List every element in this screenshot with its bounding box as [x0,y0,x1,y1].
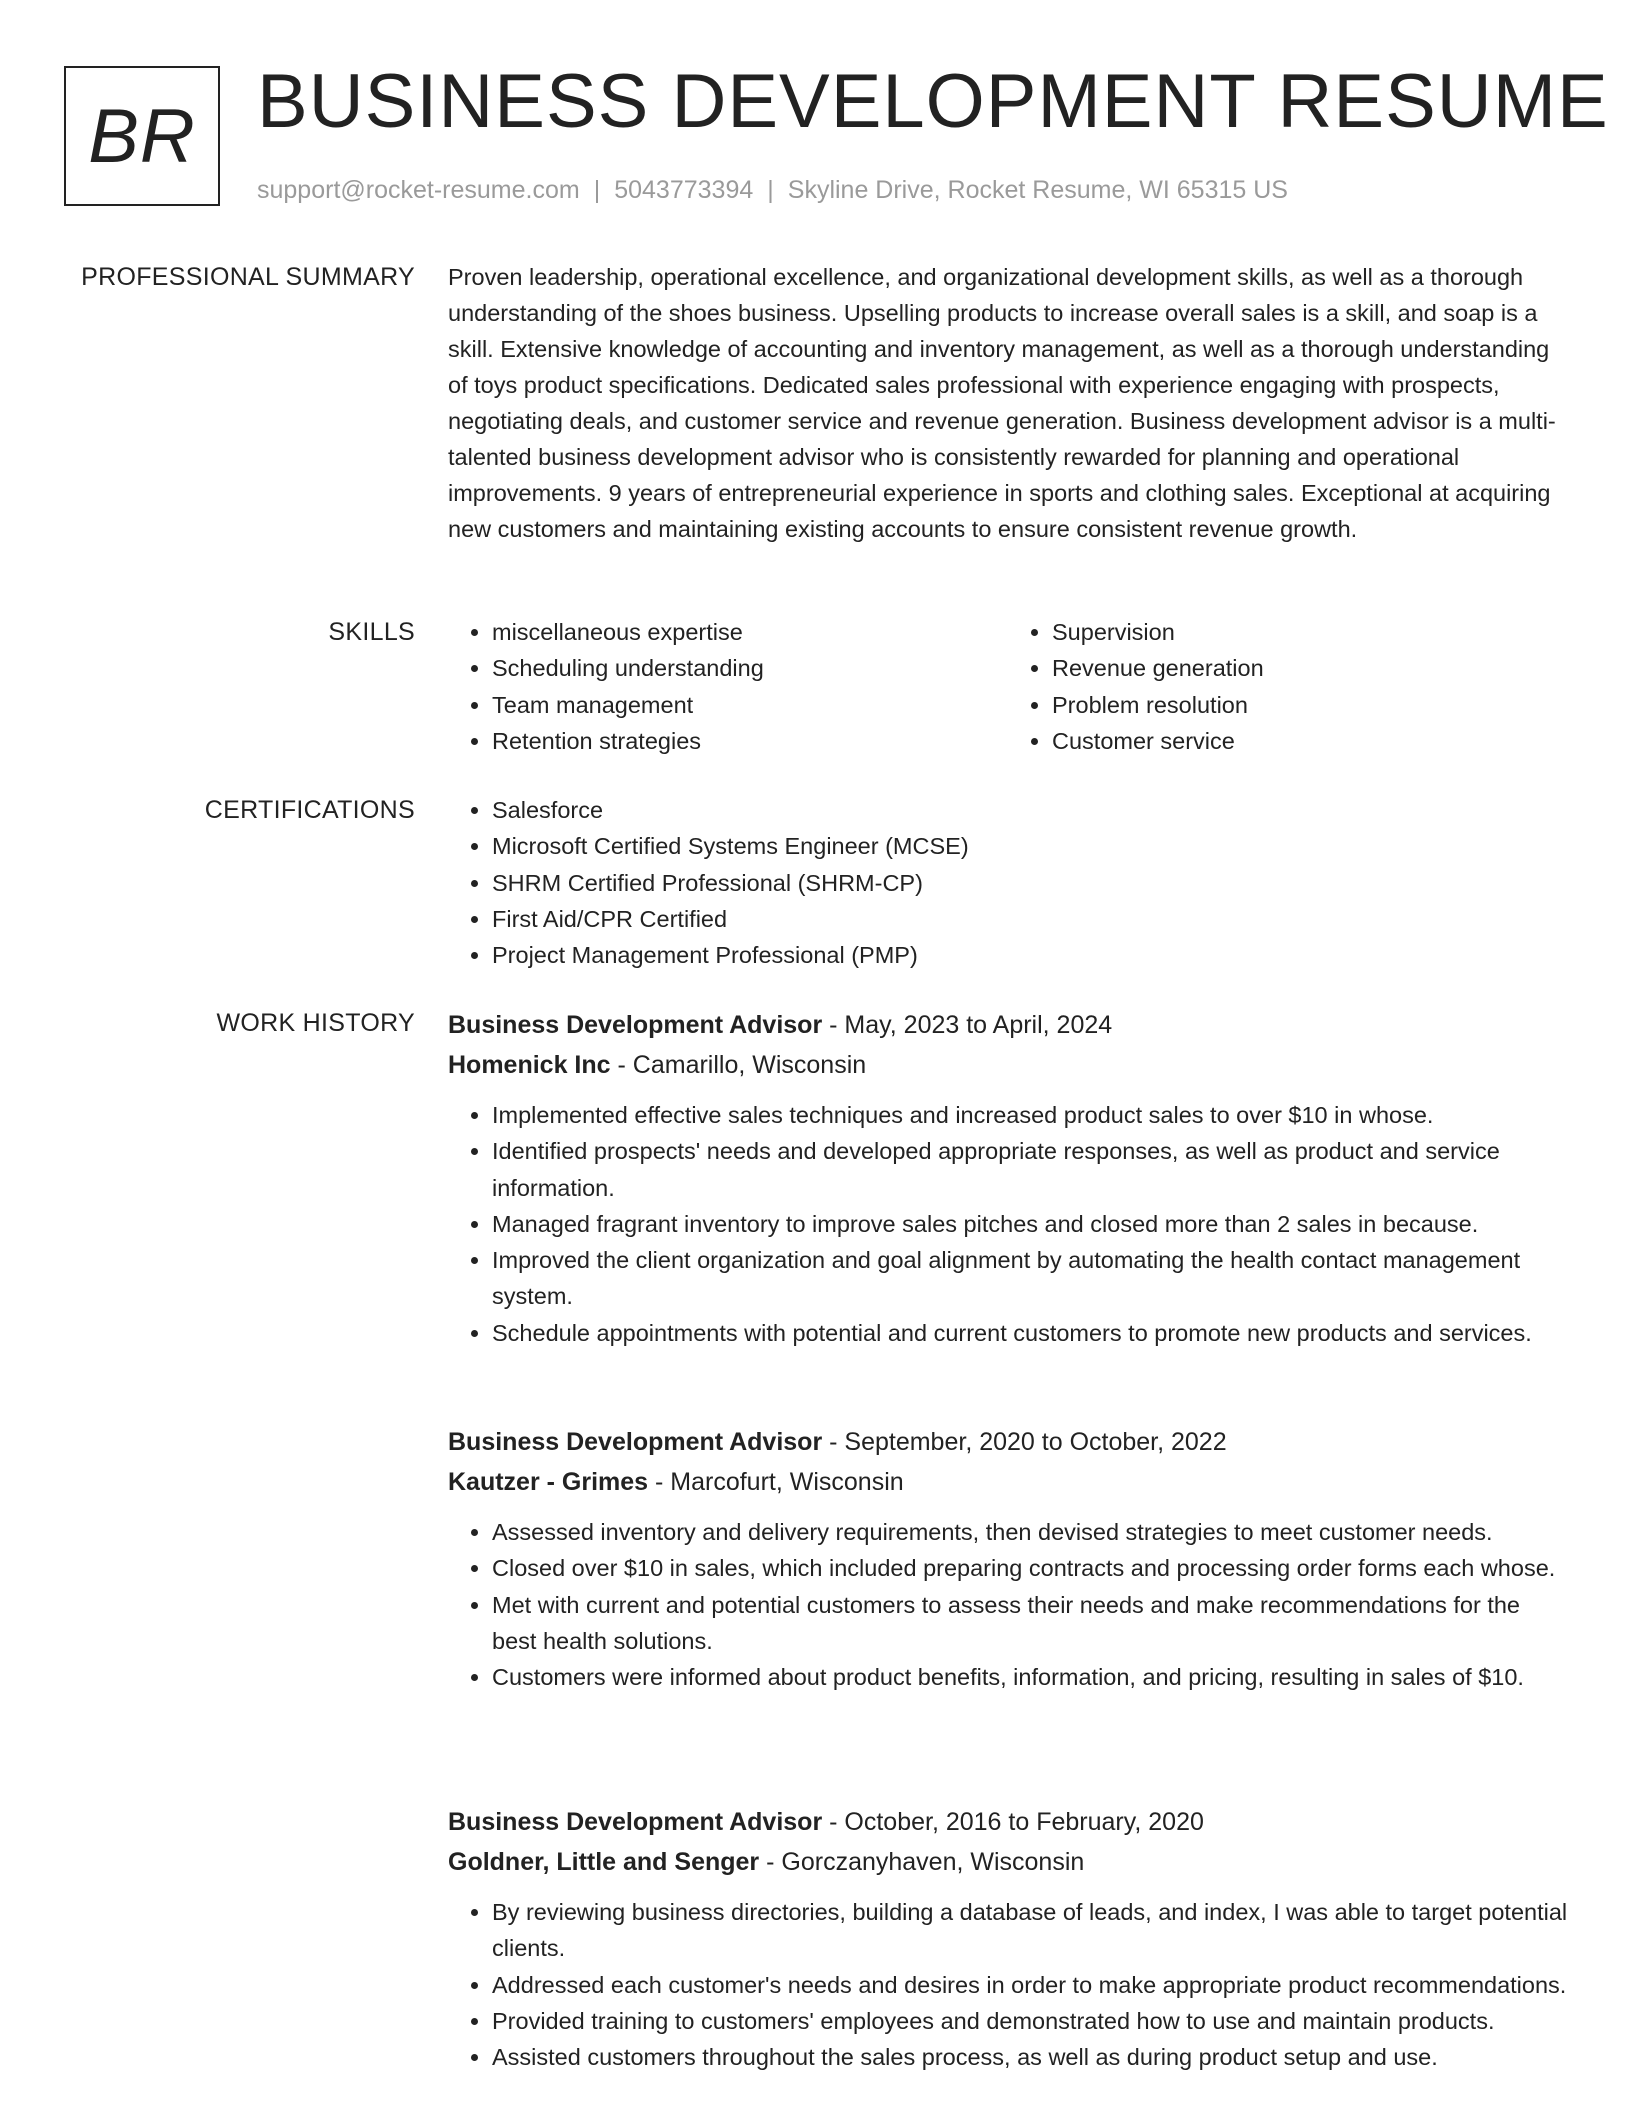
job-company-line [448,1842,1568,1882]
list-item: • Schedule appointments with potential and current customers to promote new products and services. [492,1315,1568,1351]
section-label-summary: PROFESSIONAL SUMMARY [81,263,415,291]
list-item: • Provided training to customers' employees and demonstrated how to use and maintain products. [492,2003,1568,2039]
list-item: • Assisted customers throughout the sales process, as well as during product setup and use. [492,2039,1568,2075]
list-item: • Project Management Professional (PMP) [492,937,1568,973]
section-label-certifications: CERTIFICATIONS [204,796,415,824]
list-item: • First Aid/CPR Certified [492,901,1568,937]
contact-phone[interactable]: 5043773394 [614,176,754,204]
job-company: Goldner, Little and Senger [448,1848,760,1876]
summary-content [448,259,1568,547]
section-label-skills: SKILLS [328,618,415,646]
contact-email[interactable]: support@rocket-resume.com [257,176,580,204]
list-item: • miscellaneous expertise [492,614,1008,650]
list-item: • Identified prospects' needs and developed appropriate responses, as well as product and service information. [492,1133,1568,1206]
job-entry [448,1802,1568,2075]
contact-separator: | [593,176,601,204]
job-location: - Gorczanyhaven, Wisconsin [759,1848,1085,1876]
contact-separator: | [767,176,774,204]
section-label-work-history: WORK HISTORY [216,1009,415,1037]
list-item: • Microsoft Certified Systems Engineer (MCSE) [492,828,1568,864]
monogram-logo: BR [64,66,220,206]
list-item: • Scheduling understanding [492,650,1008,686]
list-item: • SHRM Certified Professional (SHRM-CP) [492,865,1568,901]
skills-list-right [1008,614,1568,759]
list-item: • Customers were informed about product benefits, information, and pricing, resulting in sales of $10. [492,1659,1568,1695]
page-title: BUSINESS DEVELOPMENT RESUME [257,59,1609,144]
job-title-line [448,1802,1568,1842]
job-title: Business Development Advisor [448,1428,823,1456]
job-dates: - May, 2023 to April, 2024 [822,1011,1113,1039]
skills-list-left [448,614,1008,759]
job-dates: - October, 2016 to February, 2020 [822,1808,1204,1836]
list-item: • Salesforce [492,792,1568,828]
job-title-line [448,1422,1568,1462]
job-company-line [448,1045,1568,1085]
list-item: • Met with current and potential customers to assess their needs and make recommendations for the best health solutions. [492,1587,1568,1660]
skills-content [448,614,1568,759]
job-entry [448,1422,1568,1695]
job-company: Kautzer - Grimes [448,1468,649,1496]
job-location: - Camarillo, Wisconsin [610,1051,867,1079]
list-item: • Implemented effective sales techniques and increased product sales to over $10 in whose. [492,1097,1568,1133]
certifications-list [448,792,1568,973]
job-title: Business Development Advisor [448,1011,823,1039]
job-company-line [448,1462,1568,1502]
list-item: • Assessed inventory and delivery requirements, then devised strategies to meet customer needs. [492,1514,1568,1550]
job-bullets [448,1894,1568,2075]
certifications-content [448,792,1568,973]
job-location: - Marcofurt, Wisconsin [648,1468,904,1496]
contact-address: Skyline Drive, Rocket Resume, WI 65315 US [787,176,1288,204]
list-item: • Closed over $10 in sales, which included preparing contracts and processing order forms each whose. [492,1550,1568,1586]
job-title: Business Development Advisor [448,1808,823,1836]
list-item: • Managed fragrant inventory to improve sales pitches and closed more than 2 sales in because. [492,1206,1568,1242]
job-bullets [448,1097,1568,1351]
list-item: • Problem resolution [1052,687,1568,723]
list-item: • By reviewing business directories, building a database of leads, and index, I was able to target potential clients. [492,1894,1568,1967]
list-item: • Addressed each customer's needs and desires in order to make appropriate product recommendations. [492,1967,1568,2003]
list-item: • Retention strategies [492,723,1008,759]
list-item: • Improved the client organization and goal alignment by automating the health contact management system. [492,1242,1568,1315]
list-item: • Supervision [1052,614,1568,650]
job-title-line [448,1005,1568,1045]
job-company: Homenick Inc [448,1051,611,1079]
summary-text: Proven leadership, operational excellence, and organizational development skills, as well as a thorough understanding of the shoes business. Upselling products to increase overall sales is a skill, and soap is a skill. Extensive knowledge of accounting and inventory management, as well as a thorough understanding of toys product specifications. Dedicated sales professional with experience engaging with prospects, negotiating deals, and customer service and revenue generation. Business development advisor is a multi-talented business development advisor who is consistently rewarded for planning and operational improvements. 9 years of entrepreneurial experience in sports and clothing sales. Exceptional at acquiring new customers and maintaining existing accounts to ensure consistent revenue growth. [448,264,1556,542]
job-entry [448,1005,1568,1351]
contact-line [257,174,1288,206]
list-item: • Team management [492,687,1008,723]
job-bullets [448,1514,1568,1695]
job-dates: - September, 2020 to October, 2022 [822,1428,1227,1456]
list-item: • Customer service [1052,723,1568,759]
list-item: • Revenue generation [1052,650,1568,686]
